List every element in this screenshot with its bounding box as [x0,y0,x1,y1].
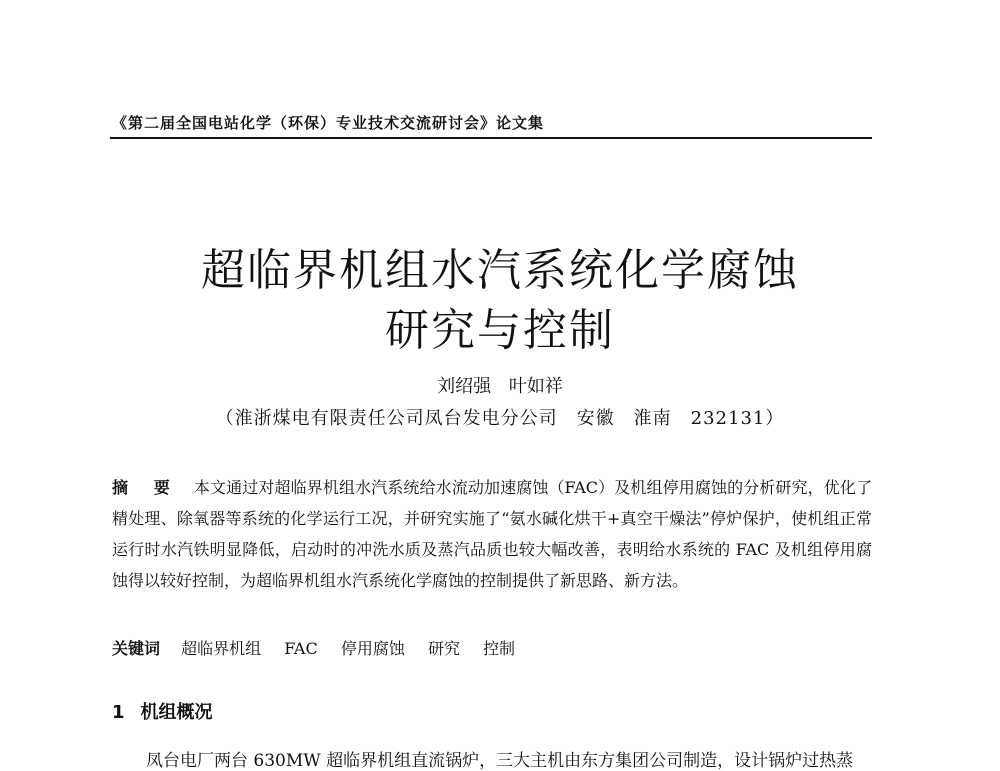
abstract-text: 本文通过对超临界机组水汽系统给水流动加速腐蚀（FAC）及机组停用腐蚀的分析研究，优化了精处理、除氧器等系统的化学运行工况，并研究实施了“氨水碱化烘干+真空干燥法”停炉保护，使机组正常运行时水汽铁明显降低，启动时的冲洗水质及蒸汽品质也较大幅改善，表明给水系统的 FAC 及机组停用腐蚀得以较好控制，为超临界机组水汽系统化学腐蚀的控制提供了新思路、新方法。 [112,478,872,590]
section-title: 机组概况 [140,702,213,723]
keyword-item: FAC [284,639,318,658]
keyword-item: 控制 [483,639,516,658]
keywords [112,636,872,659]
keyword-item: 研究 [427,639,460,658]
paper-title-line1: 超临界机组水汽系统化学腐蚀 [201,245,799,296]
running-head: 《第二届全国电站化学（环保）专业技术交流研讨会》论文集 [112,114,545,132]
authors: 刘绍强 叶如祥 [437,376,563,397]
paper-title-line2: 研究与控制 [385,305,615,356]
keyword-item: 超临界机组 [181,639,262,658]
header-rule [110,137,872,139]
abstract-label: 摘 要 [112,478,180,497]
section-number: 1 [112,702,125,723]
affiliation: （淮浙煤电有限责任公司凤台发电分公司 安徽 淮南 232131） [215,408,785,429]
body-paragraph: 凤台电厂两台 630MW 超临界机组直流锅炉，三大主机由东方集团公司制造，设计锅炉过热蒸 [146,751,854,771]
section-heading [112,698,213,724]
keyword-item: 停用腐蚀 [340,639,405,658]
abstract [112,472,872,596]
keywords-label: 关键词 [112,639,161,658]
